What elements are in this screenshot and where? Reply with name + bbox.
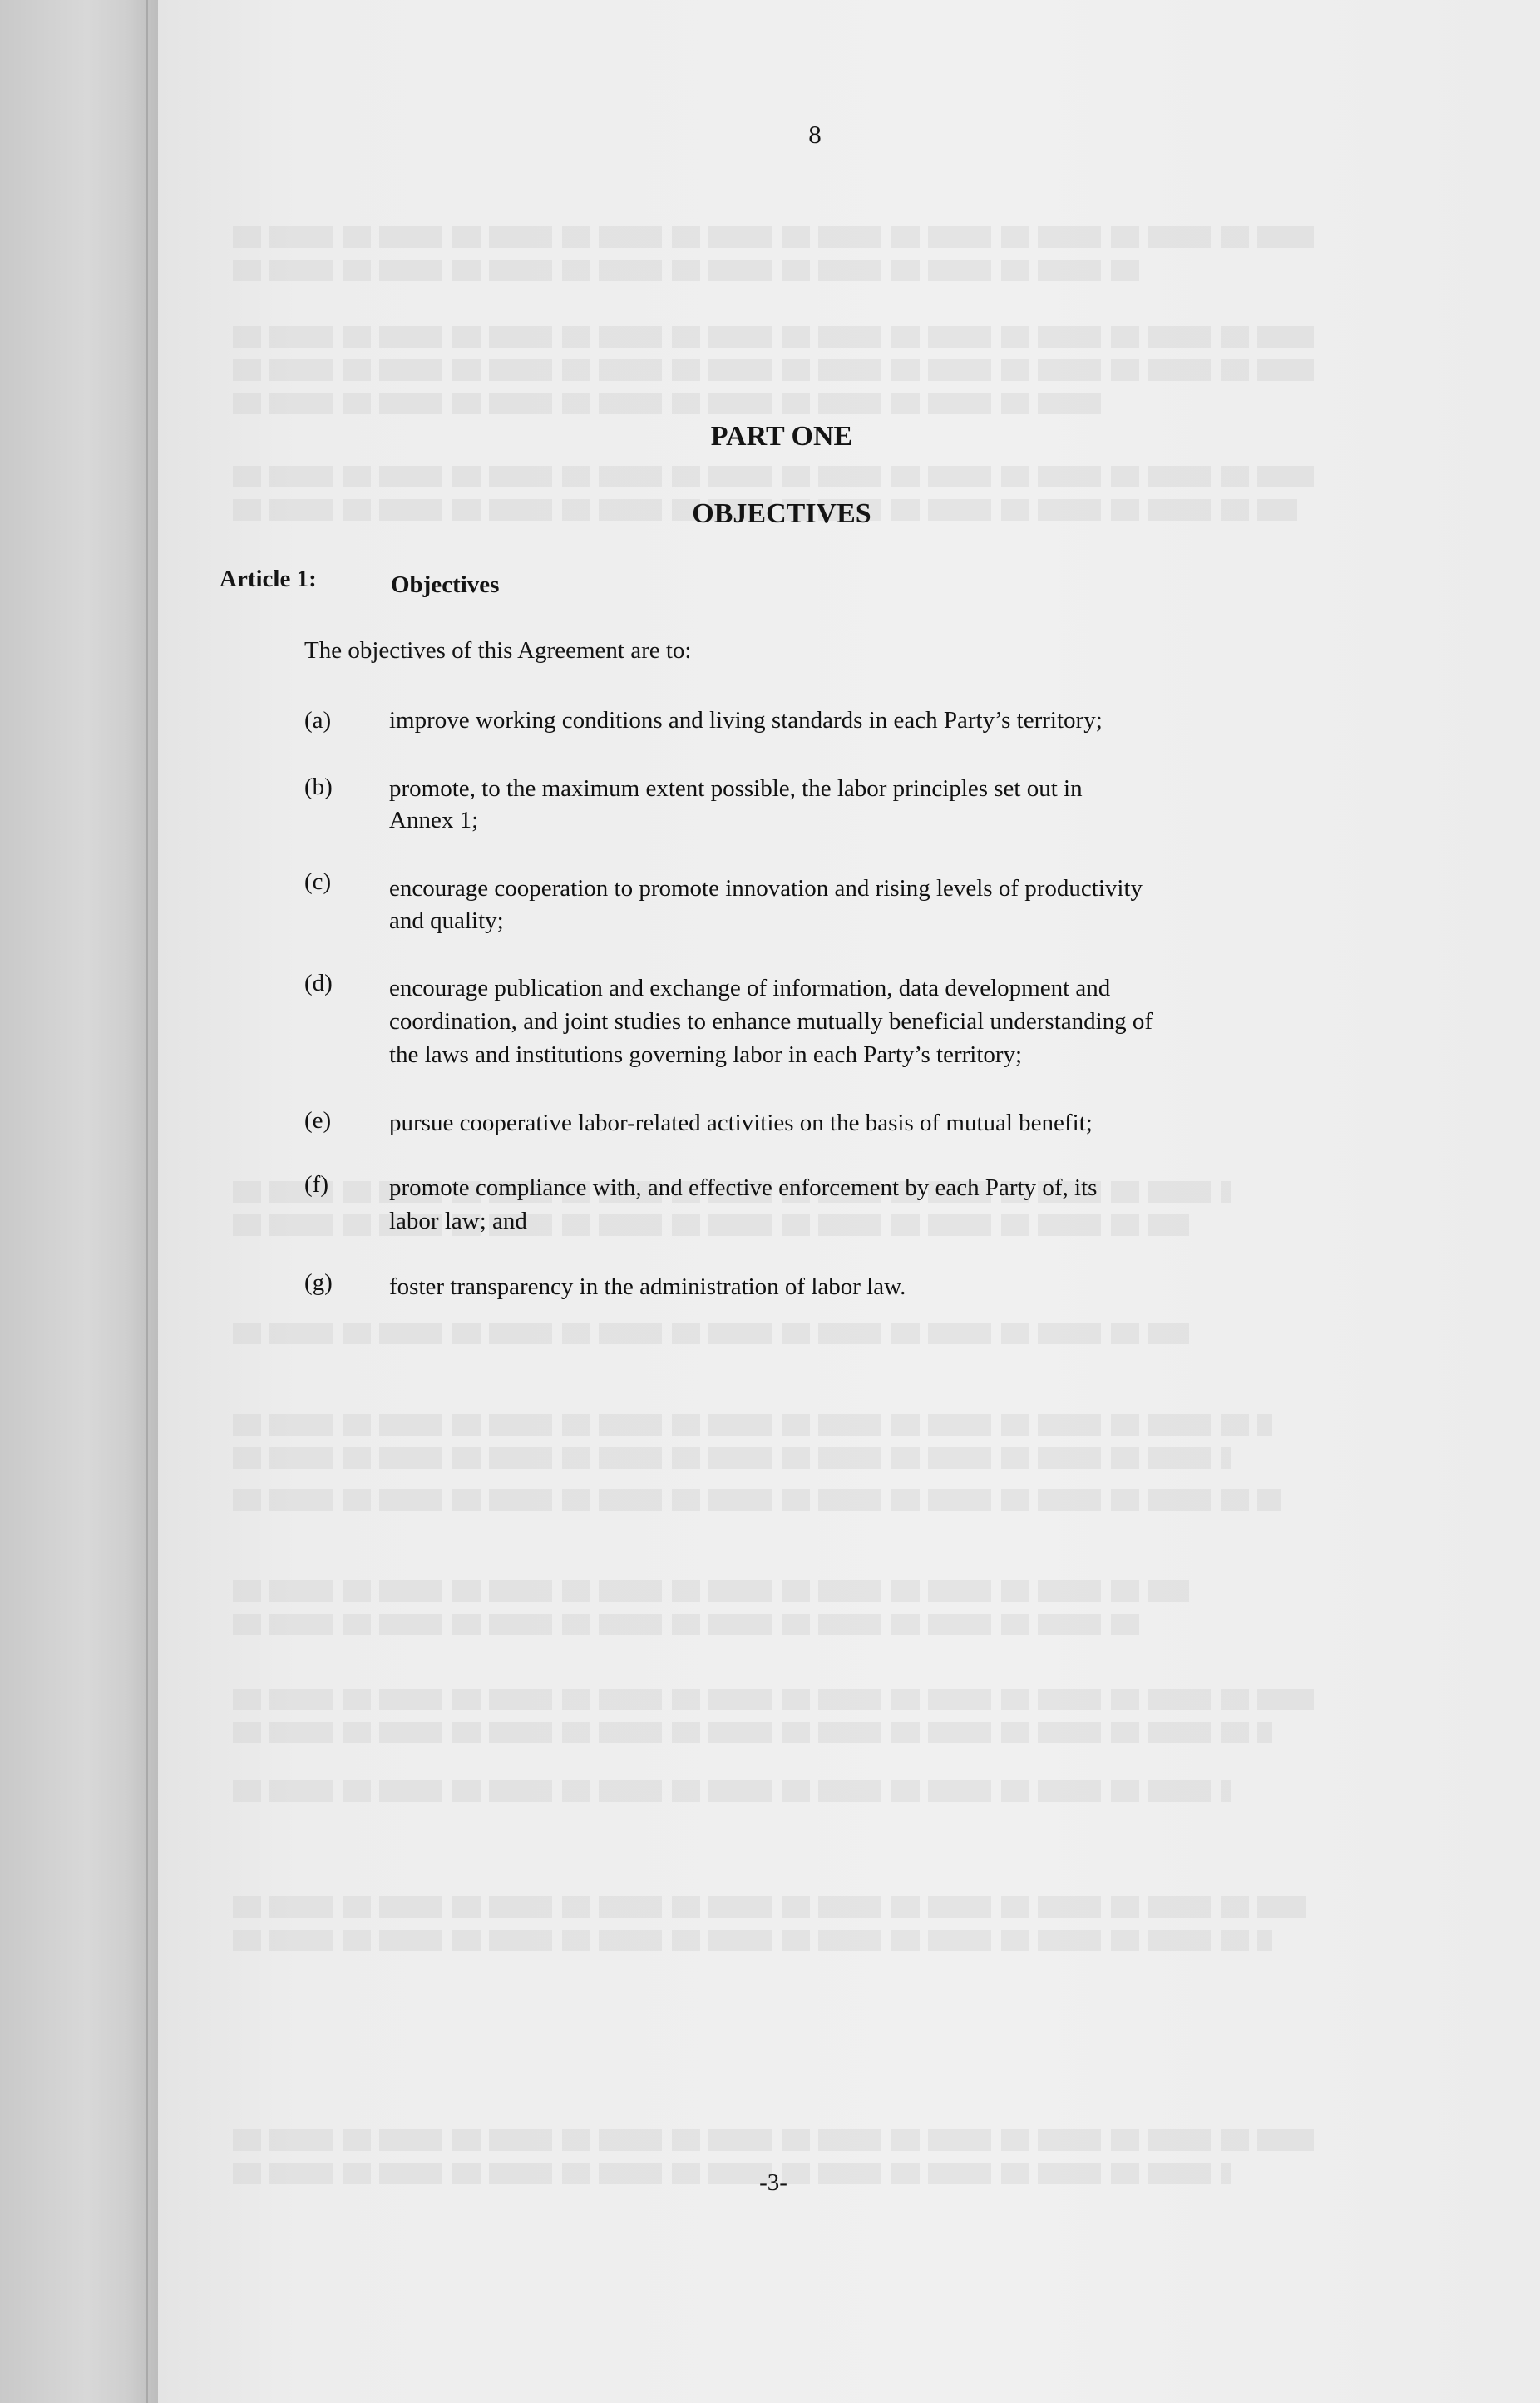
page-number: 8 (808, 120, 822, 149)
item-d-line-1: encourage publication and exchange of information, data development and (389, 975, 1111, 1001)
bleed-through-line (233, 1214, 1189, 1236)
intro-paragraph: The objectives of this Agreement are to: (304, 637, 692, 664)
item-b-line-1: promote, to the maximum extent possible, the labor principles set out in (389, 775, 1083, 802)
item-e-line-1: pursue cooperative labor-related activities on the basis of mutual benefit; (389, 1110, 1093, 1136)
item-marker-a: (a) (304, 707, 332, 734)
bleed-through-line (233, 1414, 1272, 1436)
bleed-through-line (233, 2129, 1314, 2151)
item-d-line-3: the laws and institutions governing labor in each Party’s territory; (389, 1041, 1023, 1068)
page-edge-line (146, 0, 148, 2403)
bleed-through-line (233, 1323, 1189, 1344)
bleed-through-line (233, 1930, 1272, 1951)
item-marker-g: (g) (304, 1269, 333, 1296)
item-g-line-1: foster transparency in the administration of labor law. (389, 1273, 906, 1300)
item-f-line-1: promote compliance with, and effective enforcement by each Party of, its (389, 1174, 1098, 1201)
objectives-heading: OBJECTIVES (692, 498, 871, 529)
item-marker-d: (d) (304, 970, 333, 996)
bleed-through-line (233, 1580, 1189, 1602)
item-marker-c: (c) (304, 868, 332, 895)
bleed-through-line (233, 466, 1314, 487)
item-marker-f: (f) (304, 1171, 328, 1198)
article-number: Article 1: (220, 566, 317, 592)
article-title: Objectives (391, 571, 500, 598)
item-marker-e: (e) (304, 1107, 332, 1134)
underlying-page-edge (0, 0, 158, 2403)
bleed-through-line (233, 359, 1314, 381)
item-c-line-1: encourage cooperation to promote innovation and rising levels of productivity (389, 875, 1143, 902)
part-heading: PART ONE (710, 421, 853, 452)
bleed-through-line (233, 1896, 1306, 1918)
item-marker-b: (b) (304, 774, 333, 800)
item-d-line-2: coordination, and joint studies to enhance mutually beneficial understanding of (389, 1008, 1153, 1035)
bleed-through-line (233, 1614, 1148, 1635)
bleed-through-line (233, 1722, 1272, 1743)
bleed-through-line (233, 326, 1314, 348)
footer-page-number: -3- (759, 2169, 787, 2196)
bleed-through-line (233, 226, 1314, 248)
bleed-through-line (233, 393, 1106, 414)
item-a-line-1: improve working conditions and living standards in each Party’s territory; (389, 707, 1103, 734)
bleed-through-line (233, 260, 1148, 281)
bleed-through-line (233, 1780, 1231, 1802)
bleed-through-line (233, 1489, 1281, 1511)
item-c-line-2: and quality; (389, 907, 504, 934)
bleed-through-line (233, 1689, 1314, 1710)
item-f-line-2: labor law; and (389, 1208, 527, 1234)
bleed-through-line (233, 1447, 1231, 1469)
item-b-line-2: Annex 1; (389, 807, 479, 833)
